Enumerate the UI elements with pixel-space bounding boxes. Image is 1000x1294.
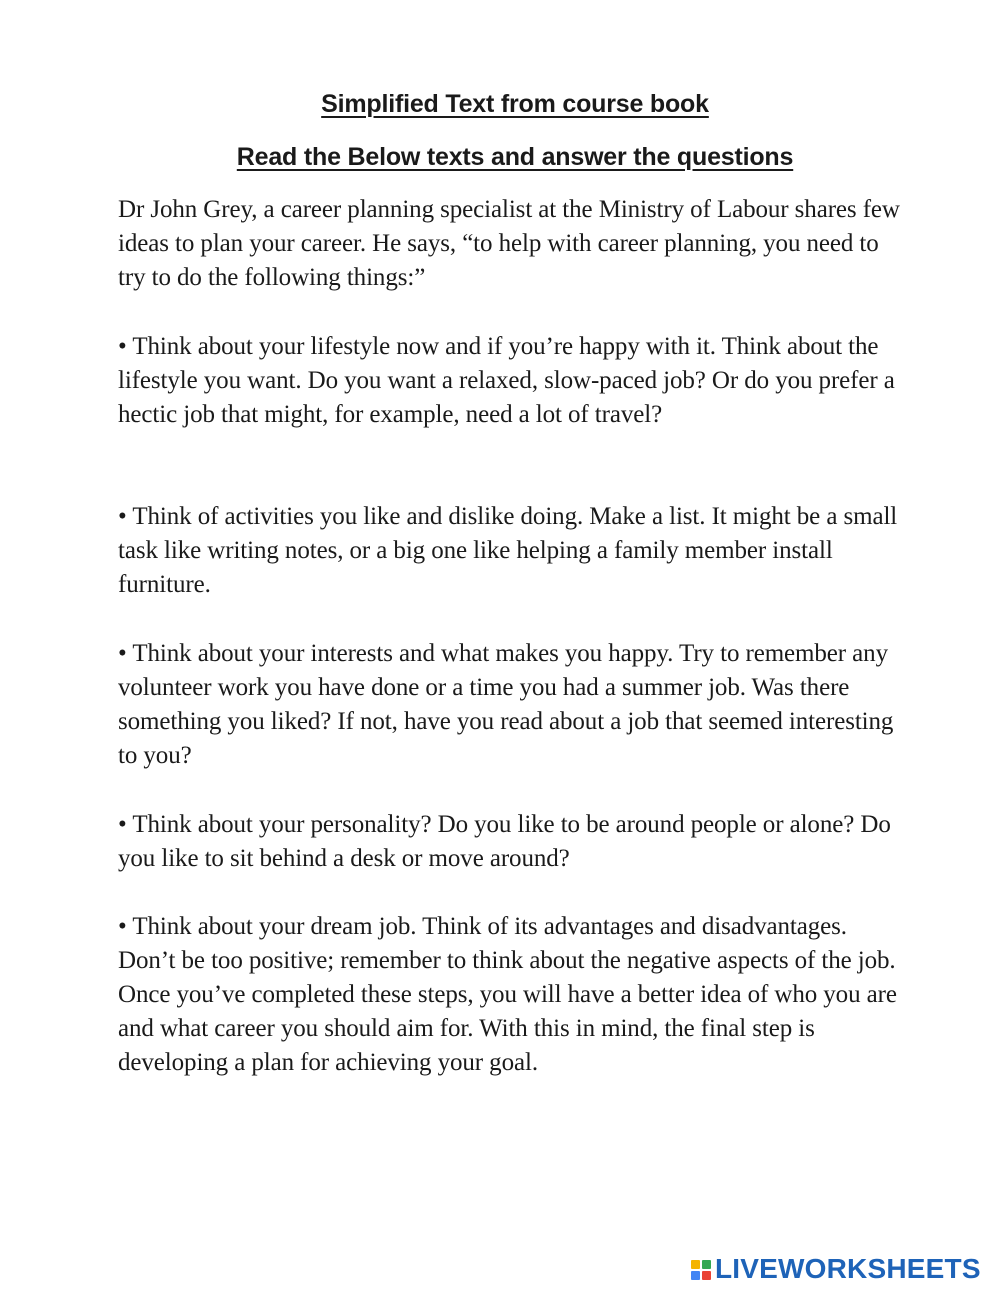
- liveworksheets-logo: [691, 1254, 981, 1284]
- bullet-paragraph-personality: • Think about your personality? Do you like to be around people or alone? Do you like to sit behind a desk or move around?: [118, 811, 891, 872]
- page-subtitle: Read the Below texts and answer the questions: [236, 143, 794, 171]
- logo-square-green: [702, 1260, 711, 1269]
- bullet-paragraph-dream-job: • Think about your dream job. Think of its advantages and disadvantages. Don’t be too positive; remember to think about the negative aspects of the job. Once you’ve completed these steps, you will have a better idea of who you are and what career you should aim for. With this in mind, the final step is developing a plan for achieving your goal.: [118, 913, 897, 1076]
- bullet-paragraph-interests: • Think about your interests and what makes you happy. Try to remember any volunteer work you have done or a time you had a summer job. Was there something you liked? If not, have you read about a job that seemed interesting to you?: [118, 640, 894, 769]
- logo-square-red: [702, 1271, 711, 1280]
- logo-text: LIVEWORKSHEETS: [715, 1253, 981, 1284]
- bullet-paragraph-activities: • Think of activities you like and dislike doing. Make a list. It might be a small task like writing notes, or a big one like helping a family member install furniture.: [118, 503, 898, 598]
- liveworksheets-logo-icon: [691, 1260, 711, 1280]
- page-title: Simplified Text from course book: [321, 90, 709, 118]
- logo-square-blue: [691, 1271, 700, 1280]
- logo-square-yellow: [691, 1260, 700, 1269]
- bullet-paragraph-lifestyle: • Think about your lifestyle now and if you’re happy with it. Think about the lifestyle you want. Do you want a relaxed, slow-paced job? Or do you prefer a hectic job that might, for example, need a lot of travel?: [118, 333, 895, 428]
- intro-paragraph: Dr John Grey, a career planning specialist at the Ministry of Labour shares few ideas to plan your career. He says, “to help with career planning, you need to try to do the following things:”: [118, 196, 900, 291]
